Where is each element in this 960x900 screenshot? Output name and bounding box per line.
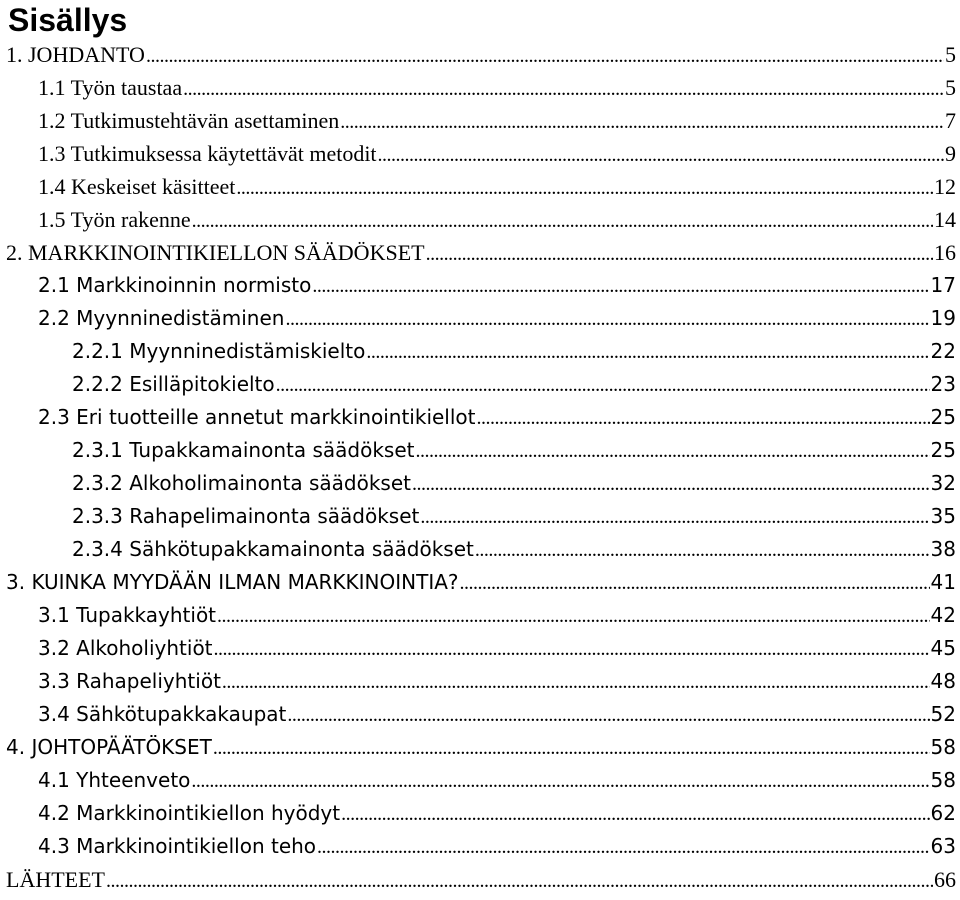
dot-leader	[340, 106, 944, 139]
toc-entry[interactable]	[0, 566, 960, 599]
toc-entry-label: 2. MARKKINOINTIKIELLON SÄÄDÖKSET	[6, 240, 425, 265]
dot-leader	[412, 468, 930, 501]
toc-entry-label: 1.2 Tutkimustehtävän asettaminen	[38, 108, 340, 133]
toc-entry[interactable]	[0, 632, 960, 665]
toc-entry[interactable]	[0, 797, 960, 830]
toc-entry[interactable]	[0, 269, 960, 302]
toc-entry-page: 66	[934, 867, 956, 892]
toc-entry-label: 1. JOHDANTO	[6, 42, 145, 67]
toc-entry[interactable]	[0, 401, 960, 434]
toc-entry[interactable]	[0, 137, 960, 170]
toc-entry-page: 12	[934, 174, 956, 199]
toc-entry-page: 41	[930, 570, 956, 594]
dot-leader	[415, 435, 929, 468]
toc-entry-page: 58	[930, 735, 956, 759]
toc-entry-page: 38	[930, 537, 956, 561]
toc-entry[interactable]	[0, 434, 960, 467]
dot-leader	[341, 798, 929, 831]
toc-entry[interactable]	[0, 500, 960, 533]
toc-entry-page: 32	[930, 471, 956, 495]
toc-entry-label: 4.3 Markkinointikiellon teho	[38, 834, 317, 858]
toc-entry-label: 2.3 Eri tuotteille annetut markkinointikiellot	[38, 405, 476, 429]
toc-entry[interactable]	[0, 533, 960, 566]
toc-entry-label: 4.1 Yhteenveto	[38, 768, 191, 792]
toc-entry-label: 1.4 Keskeiset käsitteet	[38, 174, 236, 199]
toc-entry[interactable]	[0, 71, 960, 104]
toc-entry-label: 4. JOHTOPÄÄTÖKSET	[6, 735, 212, 759]
toc-entry[interactable]	[0, 467, 960, 500]
dot-leader	[222, 666, 930, 699]
toc-entry-page: 48	[930, 669, 956, 693]
toc-entry-page: 5	[945, 42, 956, 67]
dot-leader	[106, 865, 933, 898]
toc-entry[interactable]	[0, 38, 960, 71]
dot-leader	[214, 633, 930, 666]
toc-entry-page: 63	[930, 834, 956, 858]
toc-entry[interactable]	[0, 104, 960, 137]
dot-leader	[192, 205, 933, 238]
toc-entry-label: 2.2 Myynninedistäminen	[38, 306, 285, 330]
toc-entry[interactable]	[0, 236, 960, 269]
toc-entry[interactable]	[0, 203, 960, 236]
toc-entry[interactable]	[0, 302, 960, 335]
toc-entry[interactable]	[0, 665, 960, 698]
toc-entry-label: 2.3.2 Alkoholimainonta säädökset	[72, 471, 411, 495]
toc-entry-label: 1.5 Työn rakenne	[38, 207, 191, 232]
dot-leader	[312, 270, 929, 303]
dot-leader	[366, 336, 929, 369]
toc-entry-label: 3.2 Alkoholiyhtiöt	[38, 636, 213, 660]
dot-leader	[213, 732, 930, 765]
toc-entry-label: 2.2.2 Esilläpitokielto	[72, 372, 275, 396]
dot-leader	[217, 600, 930, 633]
toc-entry-label: 2.2.1 Myynninedistämiskielto	[72, 339, 366, 363]
toc-entry-label: 3.1 Tupakkayhtiöt	[38, 603, 217, 627]
toc-entry-label: 3. KUINKA MYYDÄÄN ILMAN MARKKINOINTIA?	[6, 570, 459, 594]
toc-entry-label: LÄHTEET	[6, 867, 105, 892]
toc-entry-label: 2.3.4 Sähkötupakkamainonta säädökset	[72, 537, 474, 561]
toc-entry[interactable]	[0, 368, 960, 401]
dot-leader	[317, 831, 930, 864]
toc-entry-page: 7	[945, 108, 956, 133]
toc-entry[interactable]	[0, 698, 960, 731]
page-title: Sisällys	[8, 2, 128, 38]
dot-leader	[146, 40, 944, 73]
dot-leader	[477, 402, 930, 435]
dot-leader	[426, 238, 933, 271]
dot-leader	[285, 303, 929, 336]
toc-entry-page: 23	[930, 372, 956, 396]
toc-entry-page: 52	[930, 702, 956, 726]
toc-entry[interactable]	[0, 731, 960, 764]
toc-entry[interactable]	[0, 863, 960, 896]
toc-entry-label: 1.3 Tutkimuksessa käytettävät metodit	[38, 141, 377, 166]
toc-entry-label: 1.1 Työn taustaa	[38, 75, 183, 100]
toc-entry-page: 42	[930, 603, 956, 627]
toc-entry-page: 58	[930, 768, 956, 792]
toc-entry[interactable]	[0, 170, 960, 203]
dot-leader	[236, 172, 933, 205]
dot-leader	[460, 567, 930, 600]
toc-entry-page: 62	[930, 801, 956, 825]
toc-entry-page: 19	[930, 306, 956, 330]
toc-entry-page: 35	[930, 504, 956, 528]
toc-entry[interactable]	[0, 764, 960, 797]
dot-leader	[191, 765, 929, 798]
toc-entry-page: 16	[934, 240, 956, 265]
toc-entry-page: 25	[930, 405, 956, 429]
toc-entry-label: 4.2 Markkinointikiellon hyödyt	[38, 801, 341, 825]
toc-entry-page: 5	[945, 75, 956, 100]
toc-entry[interactable]	[0, 599, 960, 632]
dot-leader	[276, 369, 930, 402]
toc-entry[interactable]	[0, 335, 960, 368]
dot-leader	[287, 699, 929, 732]
dot-leader	[420, 501, 929, 534]
dot-leader	[475, 534, 930, 567]
dot-leader	[183, 73, 944, 106]
toc-entry-page: 22	[930, 339, 956, 363]
toc-entry[interactable]	[0, 830, 960, 863]
toc-entry-page: 45	[930, 636, 956, 660]
toc-entry-label: 2.3.3 Rahapelimainonta säädökset	[72, 504, 420, 528]
toc-entry-page: 17	[930, 273, 956, 297]
toc-entry-label: 2.1 Markkinoinnin normisto	[38, 273, 312, 297]
toc-entry-page: 25	[930, 438, 956, 462]
toc-entry-page: 14	[934, 207, 956, 232]
dot-leader	[378, 139, 944, 172]
table-of-contents	[0, 38, 960, 896]
toc-entry-label: 3.3 Rahapeliyhtiöt	[38, 669, 221, 693]
toc-entry-label: 2.3.1 Tupakkamainonta säädökset	[72, 438, 415, 462]
toc-entry-page: 9	[945, 141, 956, 166]
toc-entry-label: 3.4 Sähkötupakkakaupat	[38, 702, 287, 726]
